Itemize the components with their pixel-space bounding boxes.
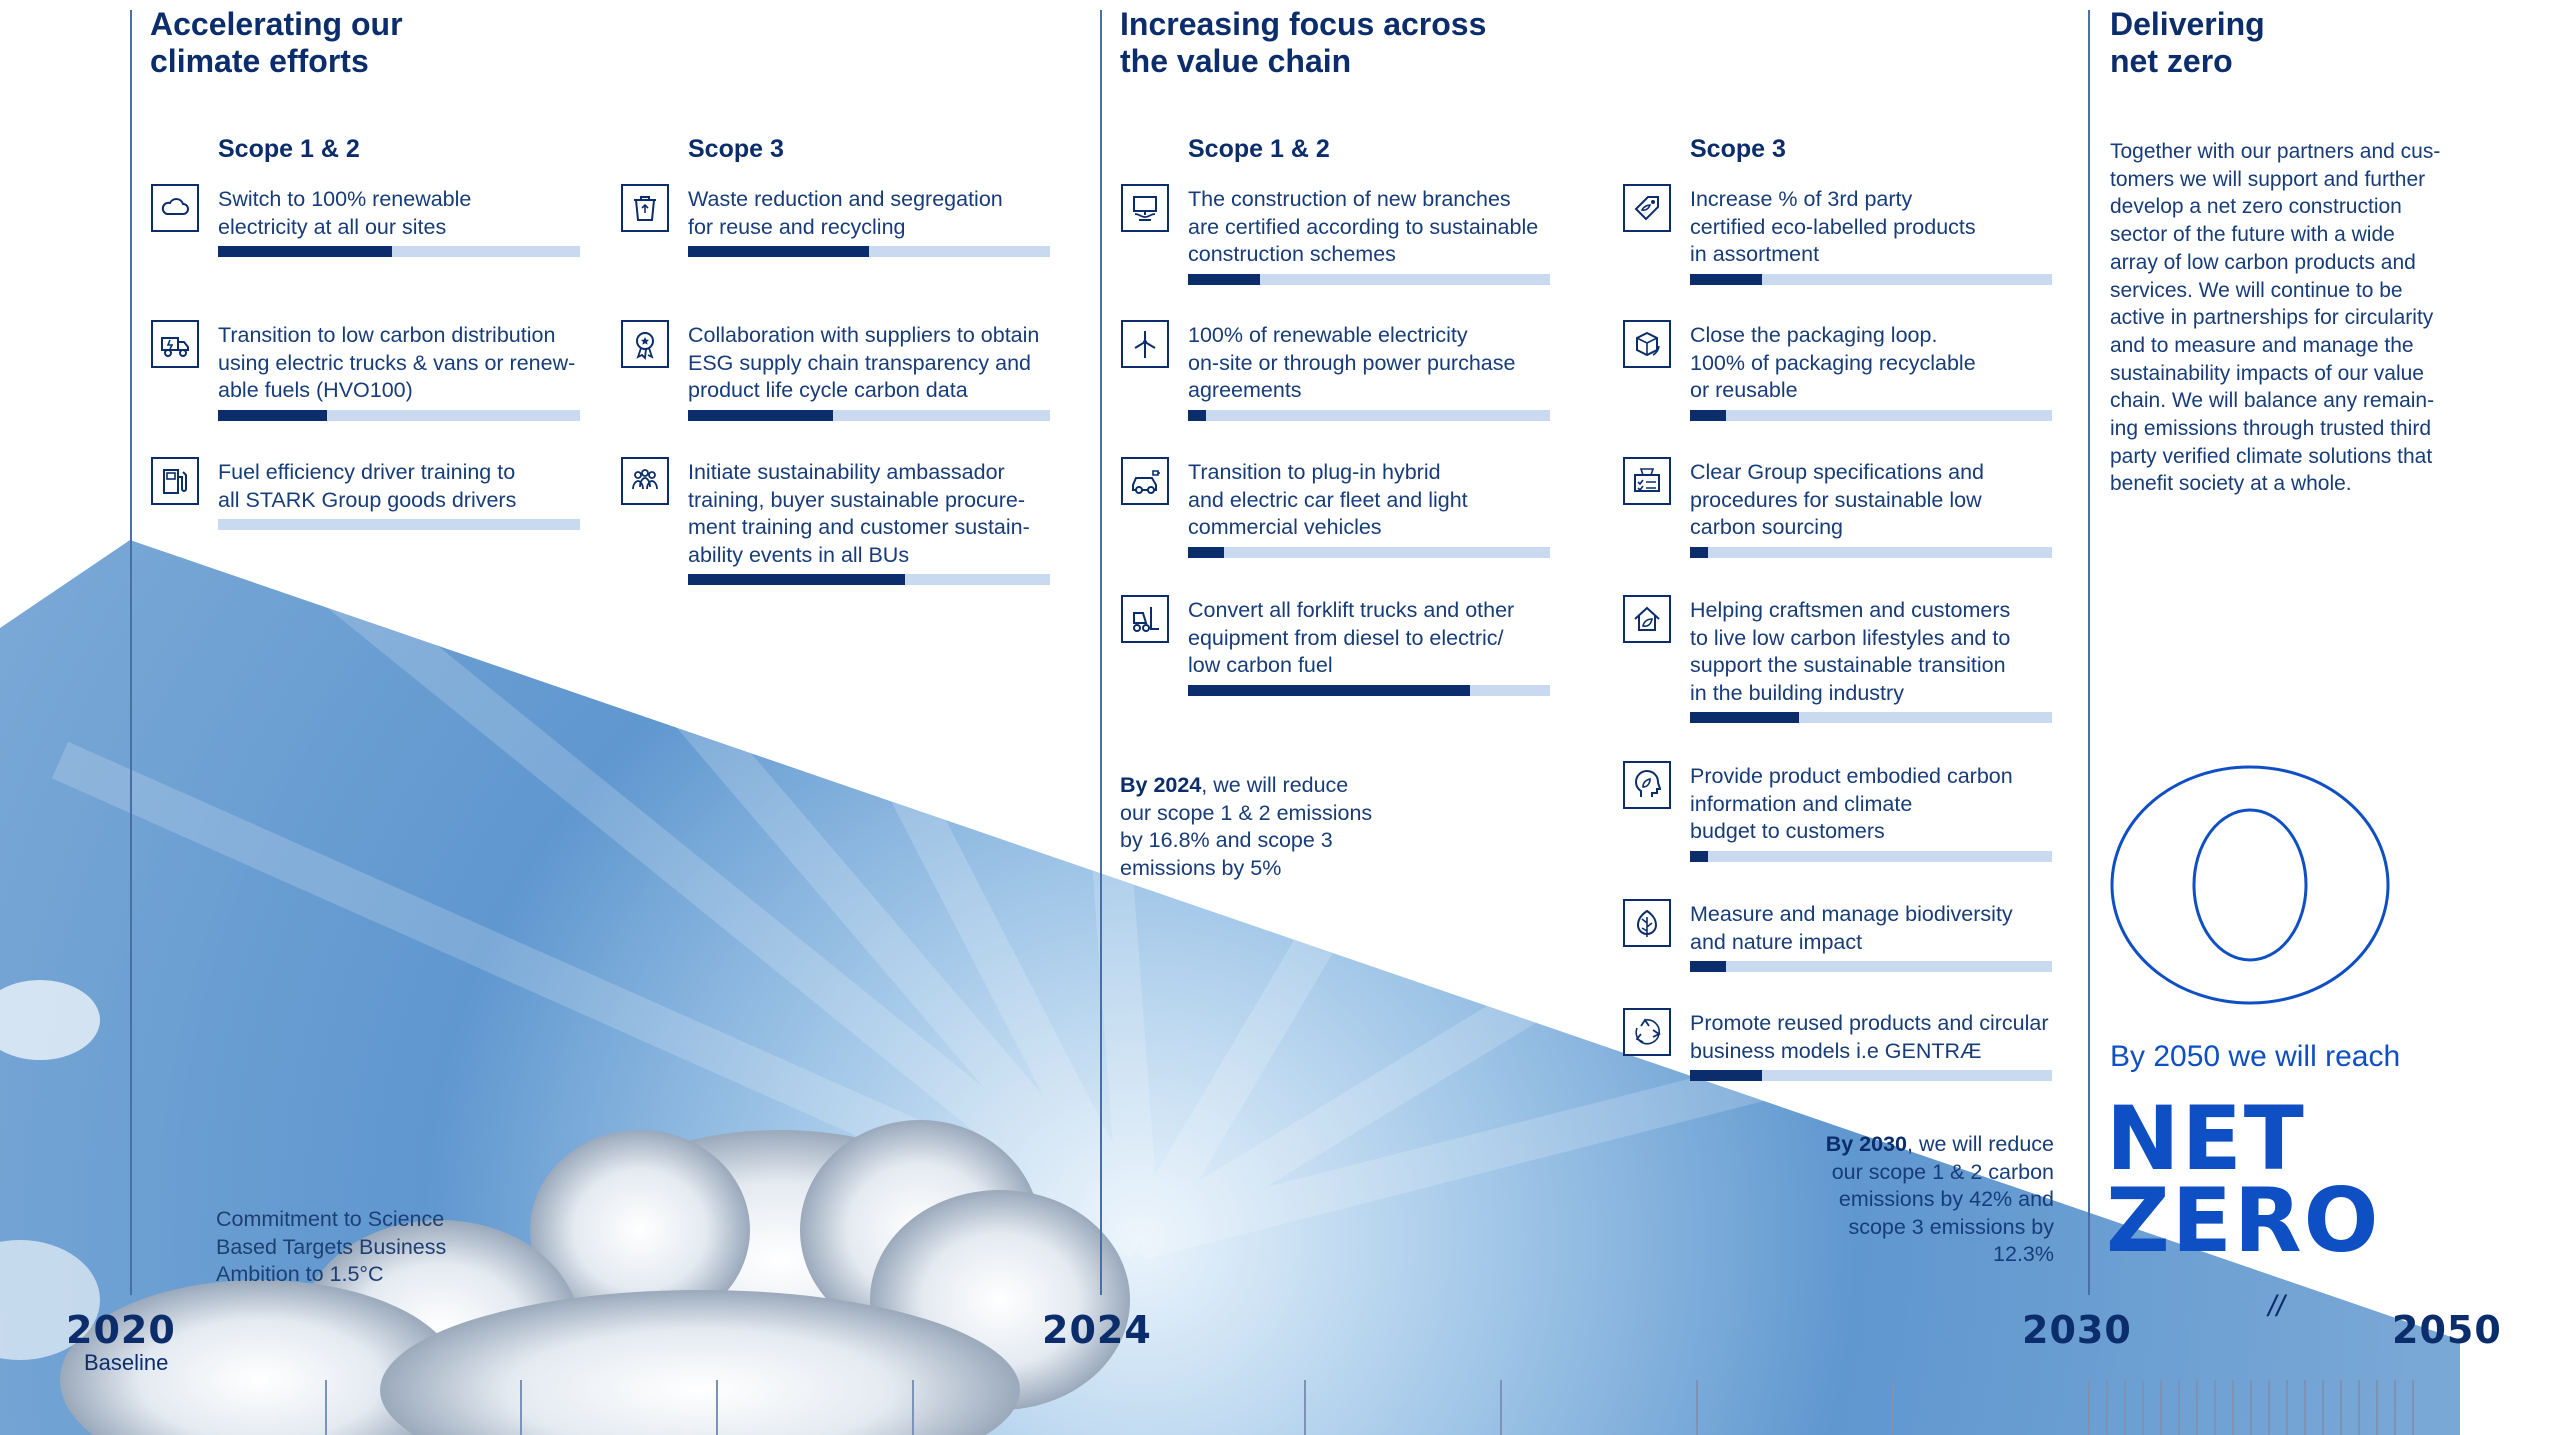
initiative-item <box>1690 597 2090 723</box>
progress-fill <box>688 410 833 421</box>
initiative-text: Fuel efficiency driver training to all STARK Group goods drivers <box>218 460 517 512</box>
column-divider-2024 <box>1100 10 1102 1295</box>
timeline-tick <box>1696 1380 1698 1435</box>
packaging-loop-icon <box>1623 320 1671 368</box>
progress-bar <box>1690 410 2052 421</box>
initiative-item <box>1690 459 2090 558</box>
initiative-item <box>1690 322 2090 421</box>
initiative-text: 100% of renewable electricity on-site or through power purchase agreements <box>1188 323 1516 402</box>
timeline-tick <box>2160 1380 2162 1435</box>
timeline-tick <box>2088 1380 2090 1435</box>
timeline-tick <box>325 1380 327 1435</box>
initiative-item <box>1690 186 2090 285</box>
initiative-item <box>218 459 618 530</box>
progress-fill <box>1690 274 1762 285</box>
initiative-text: Increase % of 3rd party certified eco-labelled products in assortment <box>1690 187 1976 266</box>
baseline-label: Baseline <box>84 1350 169 1375</box>
progress-fill <box>1690 410 1726 421</box>
initiative-text: Transition to low carbon distribution using electric trucks & vans or renew- able fuels (HVO100) <box>218 323 576 402</box>
timeline-tick <box>2124 1380 2126 1435</box>
timeline-tick <box>2232 1380 2234 1435</box>
initiative-item <box>218 322 618 421</box>
progress-bar <box>1690 547 2052 558</box>
column-divider-2020 <box>130 10 132 1295</box>
timeline-break-mark: // <box>2268 1290 2285 1323</box>
progress-bar <box>1188 274 1550 285</box>
fuel-pump-icon <box>151 457 199 505</box>
initiative-text: Helping craftsmen and customers to live low carbon lifestyles and to support the sustainable transition in the building industry <box>1690 598 2011 705</box>
section-title-net-zero: Delivering net zero <box>2110 6 2265 79</box>
timeline-tick <box>2142 1380 2144 1435</box>
timeline-tick <box>2178 1380 2180 1435</box>
year-2020: 2020 <box>66 1308 176 1352</box>
progress-bar <box>688 410 1050 421</box>
year-2024: 2024 <box>1042 1308 1152 1352</box>
net-zero-paragraph: Together with our partners and cus- tomers we will support and further develop a net zero construction sector of the future with a wide array of low carbon products and services. We will continue to be active in partnerships for circularity and to measure and manage the sustainability impacts of our value chain. We will balance any remain- ing emissions through trusted third party verified climate solutions that benefit society at a whole. <box>2110 140 2441 496</box>
initiative-text: Convert all forklift trucks and other equipment from diesel to electric/ low carbon fuel <box>1188 598 1515 677</box>
progress-bar <box>1188 685 1550 696</box>
initiative-text: Close the packaging loop. 100% of packaging recyclable or reusable <box>1690 323 1976 402</box>
big-zero-graphic <box>2105 760 2395 1010</box>
progress-fill <box>1188 547 1224 558</box>
timeline-tick <box>1304 1380 1306 1435</box>
wind-turbine-icon <box>1121 320 1169 368</box>
timeline-tick <box>520 1380 522 1435</box>
initiative-item <box>1690 763 2090 862</box>
eco-label-tag-icon <box>1623 184 1671 232</box>
year-2050: 2050 <box>2392 1308 2502 1352</box>
progress-bar <box>1188 410 1550 421</box>
progress-bar <box>1690 1070 2052 1081</box>
initiative-item <box>1188 459 1588 558</box>
electric-car-icon <box>1121 457 1169 505</box>
progress-fill <box>1690 851 1708 862</box>
progress-bar <box>218 519 580 530</box>
timeline-tick <box>2412 1380 2414 1435</box>
head-leaf-icon <box>1623 761 1671 809</box>
net-zero-headline: NET ZERO <box>2106 1087 2381 1272</box>
timeline-tick <box>2340 1380 2342 1435</box>
certificate-badge-icon <box>621 320 669 368</box>
initiative-text: The construction of new branches are certified according to sustainable construction schemes <box>1188 187 1539 266</box>
initiative-text: Collaboration with suppliers to obtain ESG supply chain transparency and product life cycle carbon data <box>688 323 1040 402</box>
timeline-tick <box>2322 1380 2324 1435</box>
scope-heading-1: Scope 1 & 2 <box>218 135 360 163</box>
progress-fill <box>218 246 392 257</box>
progress-fill <box>1188 274 1260 285</box>
timeline-tick <box>2304 1380 2306 1435</box>
progress-fill <box>688 246 869 257</box>
section-title-value-chain: Increasing focus across the value chain <box>1120 6 1487 79</box>
timeline-tick <box>1500 1380 1502 1435</box>
progress-fill <box>1690 547 1708 558</box>
scope-heading-2: Scope 3 <box>688 135 784 163</box>
scope-heading-4: Scope 3 <box>1690 135 1786 163</box>
timeline-tick <box>2106 1380 2108 1435</box>
timeline-tick <box>2196 1380 2198 1435</box>
initiative-item <box>1188 597 1588 696</box>
initiative-item <box>688 186 1088 257</box>
progress-bar <box>1690 712 2052 723</box>
progress-bar <box>1690 274 2052 285</box>
progress-fill <box>1188 685 1470 696</box>
progress-bar <box>688 574 1050 585</box>
initiative-item <box>1690 1010 2090 1081</box>
initiative-text: Measure and manage biodiversity and nature impact <box>1690 902 2013 954</box>
timeline-tick <box>2250 1380 2252 1435</box>
initiative-text: Switch to 100% renewable electricity at all our sites <box>218 187 472 239</box>
progress-bar <box>218 246 580 257</box>
timeline-tick <box>2376 1380 2378 1435</box>
recycling-bin-icon <box>621 184 669 232</box>
initiative-item <box>1690 901 2090 972</box>
initiative-item <box>688 459 1088 585</box>
note-2030: By 2030, we will reduce our scope 1 & 2 carbon emissions by 42% and scope 3 emissions by 12.3% <box>1825 1132 2054 1266</box>
initiative-item <box>218 186 618 257</box>
progress-bar <box>688 246 1050 257</box>
timeline-tick <box>1892 1380 1894 1435</box>
note-2024: By 2024, we will reduce our scope 1 & 2 emissions by 16.8% and scope 3 emissions by 5% <box>1120 773 1373 880</box>
circular-recycle-icon <box>1623 1008 1671 1056</box>
progress-fill <box>1690 1070 1762 1081</box>
progress-fill <box>1690 712 1799 723</box>
initiative-text: Waste reduction and segregation for reuse and recycling <box>688 187 1003 239</box>
progress-bar <box>1690 851 2052 862</box>
section-title-accelerating: Accelerating our climate efforts <box>150 6 403 79</box>
progress-fill <box>218 410 327 421</box>
scope-heading-3: Scope 1 & 2 <box>1188 135 1330 163</box>
initiative-item <box>1188 186 1588 285</box>
people-group-icon <box>621 457 669 505</box>
timeline-tick <box>2394 1380 2396 1435</box>
specification-checklist-icon <box>1623 457 1671 505</box>
electric-truck-icon <box>151 320 199 368</box>
initiative-text: Initiate sustainability ambassador training, buyer sustainable procure- ment training and customer sustain- ability events in all BUs <box>688 460 1030 567</box>
timeline-tick <box>912 1380 914 1435</box>
eco-home-icon <box>1623 595 1671 643</box>
timeline-tick <box>2358 1380 2360 1435</box>
progress-fill <box>1690 961 1726 972</box>
commitment-note: Commitment to Science Based Targets Business Ambition to 1.5°C <box>216 1207 447 1286</box>
initiative-text: Transition to plug-in hybrid and electric car fleet and light commercial vehicles <box>1188 460 1468 539</box>
initiative-text: Clear Group specifications and procedures for sustainable low carbon sourcing <box>1690 460 1984 539</box>
progress-fill <box>1188 410 1206 421</box>
year-2030: 2030 <box>2022 1308 2132 1352</box>
timeline-tick <box>2286 1380 2288 1435</box>
initiative-item <box>1188 322 1588 421</box>
timeline-tick <box>2214 1380 2216 1435</box>
progress-bar <box>1690 961 2052 972</box>
certified-building-icon <box>1121 184 1169 232</box>
biodiversity-leaves-icon <box>1623 899 1671 947</box>
forklift-icon <box>1121 595 1169 643</box>
initiative-text: Promote reused products and circular business models i.e GENTRÆ <box>1690 1011 2049 1063</box>
progress-bar <box>1188 547 1550 558</box>
progress-bar <box>218 410 580 421</box>
initiative-item <box>688 322 1088 421</box>
timeline-tick <box>2268 1380 2270 1435</box>
timeline-tick <box>716 1380 718 1435</box>
reach-text: By 2050 we will reach <box>2110 1040 2401 1073</box>
cloud-icon <box>151 184 199 232</box>
progress-fill <box>688 574 905 585</box>
initiative-text: Provide product embodied carbon information and climate budget to customers <box>1690 764 2013 843</box>
